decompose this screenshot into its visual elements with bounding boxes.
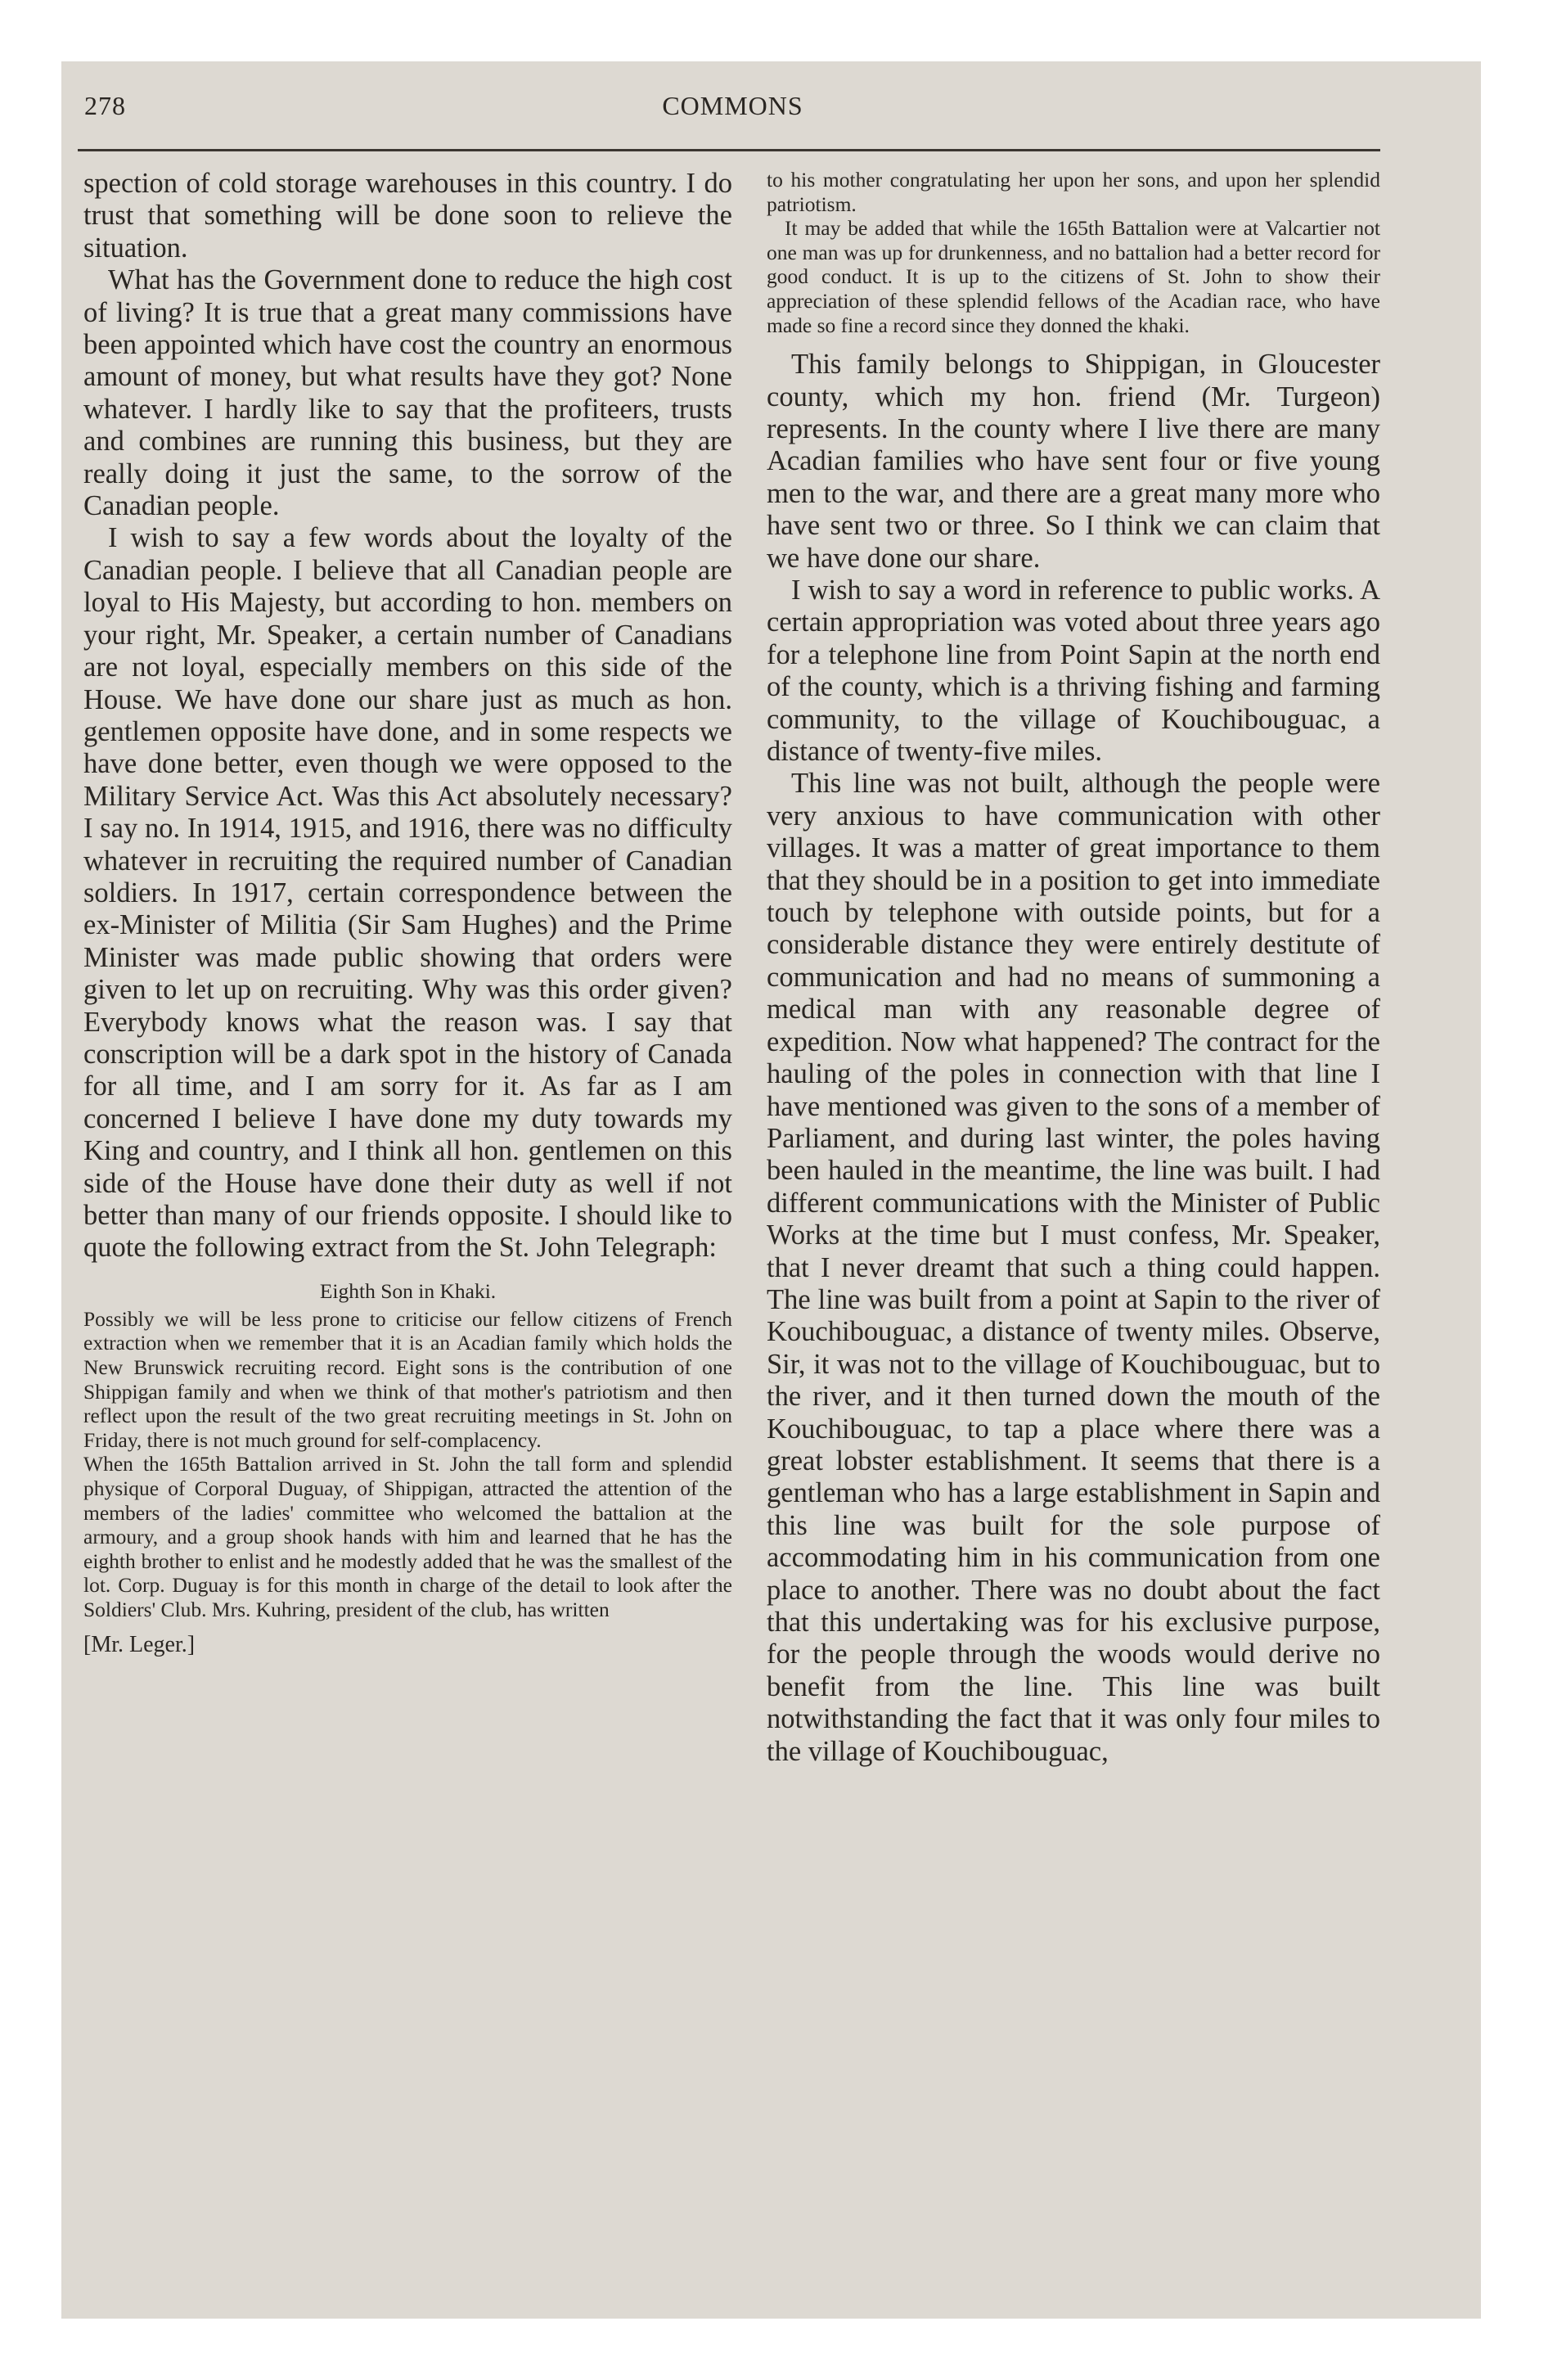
newspaper-extract-continued bbox=[767, 168, 1380, 337]
paragraph: I wish to say a word in reference to public works. A certain appropriation was voted about three years ago for a telephone line from Point Sapin at the north end of the county, which is a thriving fishing and farming community, to the village of Kouchibouguac, a distance of twenty-five miles. bbox=[767, 575, 1380, 768]
extract-paragraph: When the 165th Battalion arrived in St. John the tall form and splendid physique of Corporal Duguay, of Shippigan, attracted the attention of the members of the ladies' committee who welcomed the battalion at the armoury, and a group shook hands with him and learned that he has the eighth brother to enlist and he modestly added that he was the smallest of the lot. Corp. Duguay is for this month in charge of the detail to look after the Soldiers' Club. Mrs. Kuhring, president of the club, has written bbox=[83, 1452, 732, 1621]
extract-paragraph: It may be added that while the 165th Battalion were at Valcartier not one man was up for drunkenness, and no battalion had a better record for good conduct. It is up to the citizens of St. John to show their appreciation of these splendid fellows of the Acadian race, who have made so fine a record since they donned the khaki. bbox=[767, 216, 1380, 337]
speaker-tag: [Mr. Leger.] bbox=[83, 1631, 196, 1657]
header-rule bbox=[78, 149, 1380, 151]
paragraph: This family belongs to Shippigan, in Gloucester county, which my hon. friend (Mr. Turgeon) represents. In the county where I live there are many Acadian families who have sent four or five young men to the war, and there are a great many more who have sent two or three. So I think we can claim that we have done our share. bbox=[767, 349, 1380, 574]
page-number: 278 bbox=[84, 91, 126, 120]
paragraph: What has the Government done to reduce the high cost of living? It is true that a great many commissions have been appointed which have cost the country an enormous amount of money, but what results have they got? None whatever. I hardly like to say that the profiteers, trusts and combines are running this business, but they are really doing it just the same, to the sorrow of the Canadian people. bbox=[83, 264, 732, 522]
newspaper-extract bbox=[83, 1279, 732, 1622]
left-column bbox=[83, 168, 732, 1658]
extract-paragraph: Possibly we will be less prone to criticise our fellow citizens of French extraction when we remember that it is an Acadian family which holds the New Brunswick recruiting record. Eight sons is the contribution of one Shippigan family and when we think of that mother's patriotism and then reflect upon the result of the two great recruiting meetings in St. John on Friday, there is not much ground for self-complacency. bbox=[83, 1306, 732, 1452]
running-title: COMMONS bbox=[662, 91, 803, 120]
extract-heading: Eighth Son in Khaki. bbox=[319, 1278, 497, 1303]
paragraph: This line was not built, although the people were very anxious to have communication with other villages. It was a matter of great importance to them that they should be in a position to get into immediate touch by telephone with outside points, but for a considerable distance they were entirely destitute of communication and had no means of summoning a medical man with any reasonable degree of expedition. Now what happened? The contract for the hauling of the poles in connection with that line I have mentioned was given to the sons of a member of Parliament, and during last winter, the poles having been hauled in the meantime, the line was built. I had different communications with the Minister of Public Works at the time but I must confess, Mr. Speaker, that I never dreamt that such a thing could happen. The line was built from a point at Sapin to the river of Kouchibouguac, a distance of twenty miles. Observe, Sir, it was not to the village of Kouchibouguac, but to the river, and it then turned down the mouth of the Kouchibouguac, to tap a place where there was a great lobster establishment. It seems that there is a gentleman who has a large establishment in Sapin and this line was built for the sole purpose of accommodating him in his communication from one place to another. There was no doubt about the fact that this undertaking was for his exclusive purpose, for the people through the woods would derive no benefit from the line. This line was built notwithstanding the fact that it was only four miles to the village of Kouchibouguac, bbox=[767, 768, 1380, 1767]
paragraph: spection of cold storage warehouses in this country. I do trust that something will be done soon to relieve the situation. bbox=[83, 168, 732, 264]
extract-paragraph: to his mother congratulating her upon her sons, and upon her splendid patriotism. bbox=[767, 168, 1380, 216]
right-column bbox=[767, 168, 1380, 1768]
paragraph: I wish to say a few words about the loyalty of the Canadian people. I believe that all Canadian people are loyal to His Majesty, but according to hon. members on your right, Mr. Speaker, a certain number of Canadians are not loyal, especially members on this side of the House. We have done our share just as much as hon. gentlemen opposite have done, and in some respects we have done better, even though we were opposed to the Military Service Act. Was this Act absolutely necessary? I say no. In 1914, 1915, and 1916, there was no difficulty whatever in recruiting the required number of Canadian soldiers. In 1917, certain correspondence between the ex-Minister of Militia (Sir Sam Hughes) and the Prime Minister was made public showing that orders were given to let up on recruiting. Why was this order given? Everybody knows what the reason was. I say that conscription will be a dark spot in the history of Canada for all time, and I am sorry for it. As far as I am concerned I believe I have done my duty towards my King and country, and I think all hon. gentlemen on this side of the House have done their duty as well if not better than many of our friends opposite. I should like to quote the following extract from the St. John Telegraph: bbox=[83, 522, 732, 1264]
running-head bbox=[84, 91, 1381, 136]
